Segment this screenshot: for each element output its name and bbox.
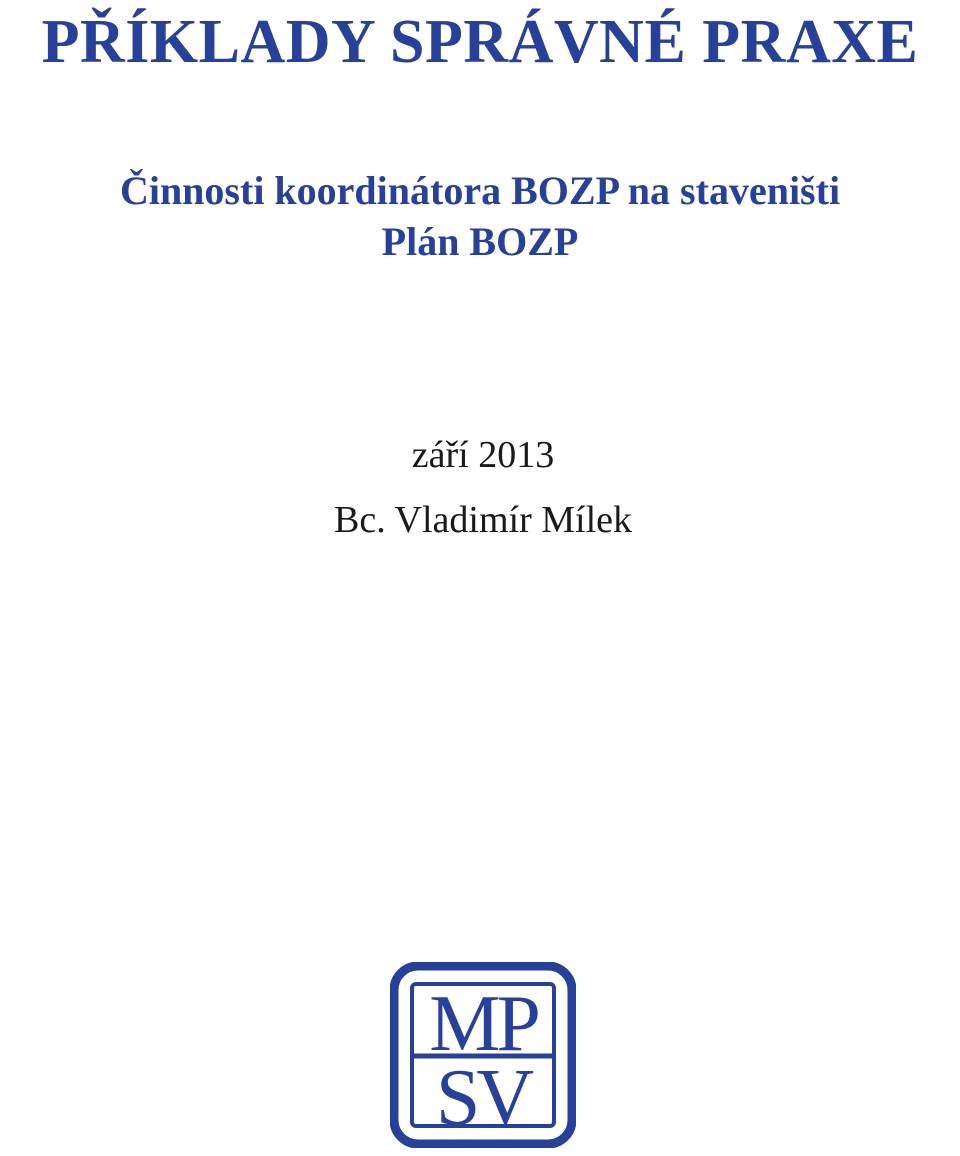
mpsv-logo [390, 962, 576, 1148]
publication-date: září 2013 [411, 434, 555, 476]
document-subtitle: Činnosti koordinátora BOZP na staveništi [119, 168, 841, 213]
document-subtitle-plan: Plán BOZP [381, 219, 579, 264]
document-title: PŘÍKLADY SPRÁVNÉ PRAXE [41, 8, 919, 76]
logo-text-mp: MP [429, 980, 537, 1068]
logo-text-sv: SV [435, 1054, 531, 1142]
author-name: Bc. Vladimír Mílek [334, 499, 632, 541]
